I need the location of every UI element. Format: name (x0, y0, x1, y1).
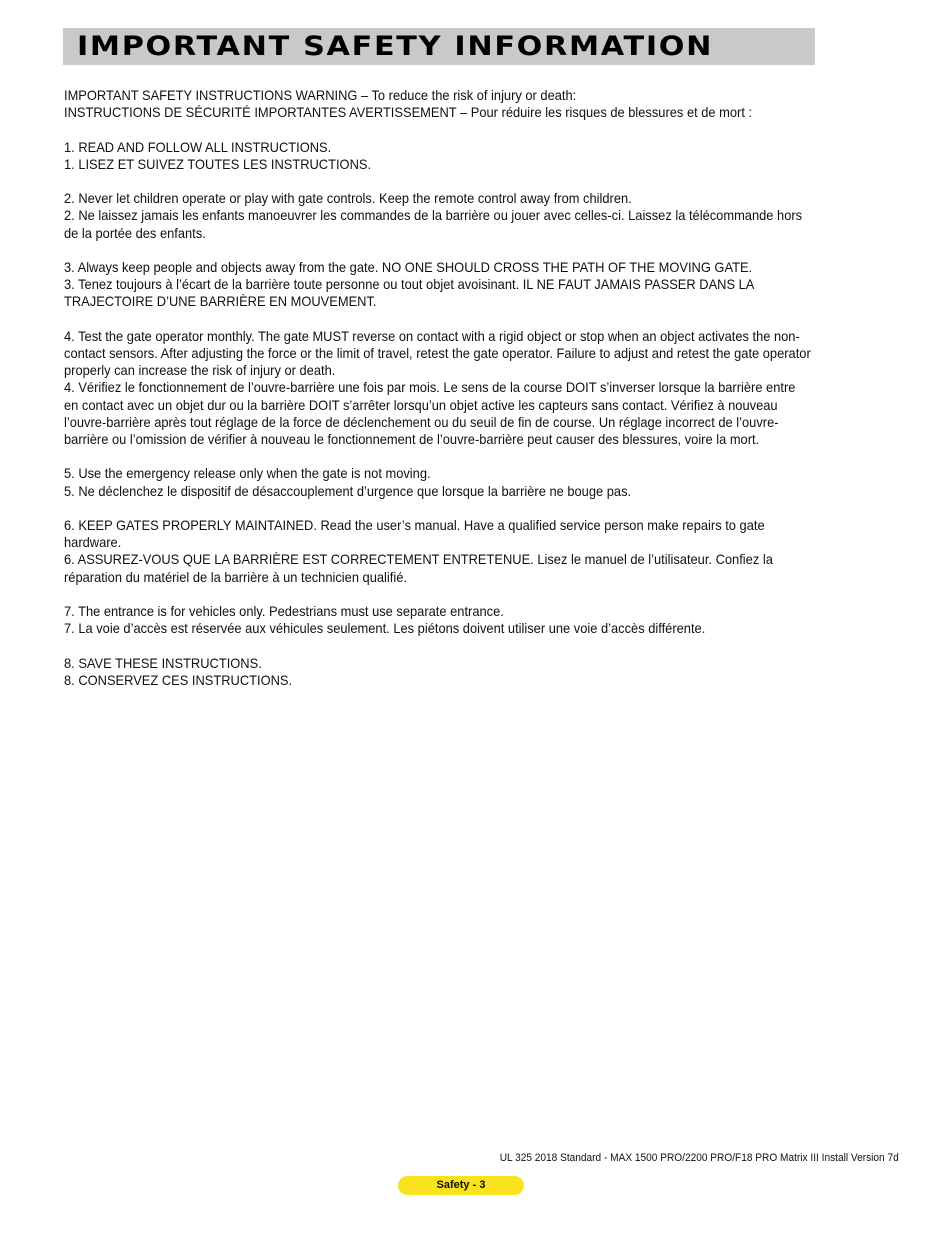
instruction-fr: 7. La voie d’accès est réservée aux véhicules seulement. Les piétons doivent utiliser une voie d’accès différente. (64, 620, 706, 637)
intro-block (64, 87, 811, 121)
instruction-fr: 8. CONSERVEZ CES INSTRUCTIONS. (64, 671, 293, 688)
instruction-item (64, 190, 811, 242)
instruction-item (64, 139, 811, 173)
instruction-en: 5. Use the emergency release only when the gate is not moving. (64, 465, 431, 482)
page-number-tab: Safety - 3 (398, 1176, 524, 1195)
instruction-fr: 4. Vérifiez le fonctionnement de l’ouvre-barrière une fois par mois. Le sens de la course DOIT s’inverser lorsque la barrière entre en contact avec un objet dur ou la barrière DOIT s’arrêter lorsqu’un objet active les capteurs sans contact. Vérifiez à nouveau l’ouvre-barrière après tout réglage de la force de déclenchement ou du seuil de fin de course. Un réglage incorrect de l’ouvre-barrière ou l’omission de vérifier à nouveau le fonctionnement de l’ouvre-barrière peut causer des blessures, voire la mort. (64, 379, 796, 447)
instruction-item (64, 465, 811, 499)
instruction-fr: 1. LISEZ ET SUIVEZ TOUTES LES INSTRUCTIONS. (64, 155, 372, 172)
instruction-en: 3. Always keep people and objects away from the gate. NO ONE SHOULD CROSS THE PATH OF THE MOVING GATE. (64, 258, 753, 275)
instruction-fr: 6. ASSUREZ-VOUS QUE LA BARRIÈRE EST CORRECTEMENT ENTRETENUE. Lisez le manuel de l’utilisateur. Confiez la réparation du matériel de la barrière à un technicien qualifié. (64, 551, 773, 585)
instruction-fr: 5. Ne déclenchez le dispositif de désaccouplement d’urgence que lorsque la barrière ne bouge pas. (64, 482, 632, 499)
instruction-en: 1. READ AND FOLLOW ALL INSTRUCTIONS. (64, 138, 332, 155)
instruction-item (64, 259, 811, 311)
intro-en: IMPORTANT SAFETY INSTRUCTIONS WARNING – To reduce the risk of injury or death: (64, 87, 577, 103)
instruction-en: 4. Test the gate operator monthly. The gate MUST reverse on contact with a rigid object or stop when an object activates the non-contact sensors. After adjusting the force or the limit of travel, retest the gate operator. Failure to adjust and retest the gate operator properly can increase the risk of injury or death. (64, 327, 811, 379)
instruction-en: 8. SAVE THESE INSTRUCTIONS. (64, 654, 262, 671)
section-title-bar (63, 28, 815, 65)
instruction-fr: 3. Tenez toujours à l’écart de la barrière toute personne ou tout objet avoisinant. IL NE FAUT JAMAIS PASSER DANS LA TRAJECTOIRE D’UNE BARRIÈRE EN MOUVEMENT. (64, 276, 754, 310)
instruction-item (64, 655, 811, 689)
instruction-item (64, 603, 811, 637)
intro-fr: INSTRUCTIONS DE SÉCURITÉ IMPORTANTES AVERTISSEMENT – Pour réduire les risques de blessures et de mort : (64, 104, 753, 121)
safety-instructions (64, 87, 811, 706)
instruction-item (64, 517, 811, 586)
instruction-item (64, 328, 811, 448)
instruction-fr: 2. Ne laissez jamais les enfants manoeuvrer les commandes de la barrière ou jouer avec celles-ci. Laissez la télécommande hors de la portée des enfants. (64, 207, 803, 241)
instruction-en: 7. The entrance is for vehicles only. Pedestrians must use separate entrance. (64, 602, 504, 619)
instruction-en: 2. Never let children operate or play with gate controls. Keep the remote control away from children. (64, 190, 632, 207)
section-title: IMPORTANT SAFETY INFORMATION (77, 31, 714, 62)
instruction-en: 6. KEEP GATES PROPERLY MAINTAINED. Read the user’s manual. Have a qualified service person make repairs to gate hardware. (64, 516, 765, 551)
document-reference: UL 325 2018 Standard - MAX 1500 PRO/2200 PRO/F18 PRO Matrix III Install Version 7d (499, 1152, 899, 1164)
